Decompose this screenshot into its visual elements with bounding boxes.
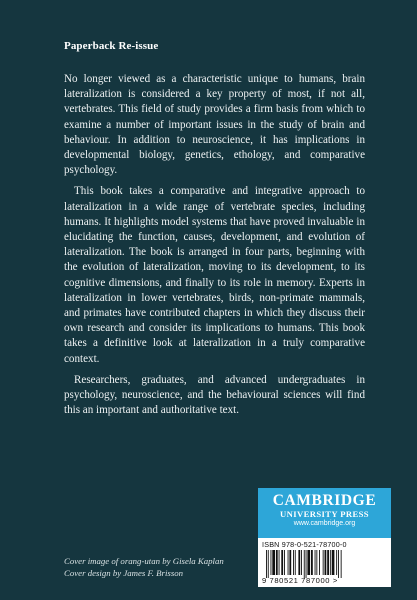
publisher-name: CAMBRIDGE — [272, 492, 377, 509]
blurb-paragraph-3: Researchers, graduates, and advanced undergraduates in psychology, neuroscience, and the behavioural sciences will find this an important and authoritative text. — [64, 373, 365, 417]
blurb-paragraph-1: No longer viewed as a characteristic unique to humans, brain lateralization is considered a key property of most, if not all, vertebrates. This field of study provides a firm basis from which to examine a number of important issues in the study of brain and behaviour. In addition to neuroscience, it has implications in developmental biology, genetics, ethology, and comparative psychology. — [64, 73, 365, 177]
isbn-label: ISBN 978-0-521-78700-0 — [262, 540, 347, 549]
cover-credits — [64, 555, 224, 579]
cover-design-credit: Cover design by James F. Brisson — [64, 568, 184, 578]
barcode-bars — [262, 550, 387, 578]
barcode-box — [258, 538, 391, 587]
blurb-text — [64, 72, 365, 424]
reissue-heading: Paperback Re-issue — [64, 40, 159, 52]
publisher-subtitle: UNIVERSITY PRESS — [280, 509, 369, 519]
publisher-url: www.cambridge.org — [293, 520, 356, 527]
blurb-paragraph-2: This book takes a comparative and integrative approach to lateralization in a wide range of vertebrate species, including humans. It highlights model systems that have proved invaluable in elucidating the function, causes, development, and evolution of lateralization. The book is arranged in four parts, beginning with the evolution of lateralization, moving to its development, to its cognitive dimensions, and finally to its role in memory. Experts in lateralization in lower vertebrates, birds, non-primate mammals, and primates have contributed chapters in which they discuss their own research and consider its implications to humans. This book takes a definitive look at lateralization in a truly comparative context. — [64, 185, 365, 365]
publisher-logo-panel — [258, 488, 391, 538]
barcode-number: 9 780521 787000 > — [262, 576, 338, 585]
cover-image-credit: Cover image of orang-utan by Gisela Kaplan — [64, 556, 224, 566]
